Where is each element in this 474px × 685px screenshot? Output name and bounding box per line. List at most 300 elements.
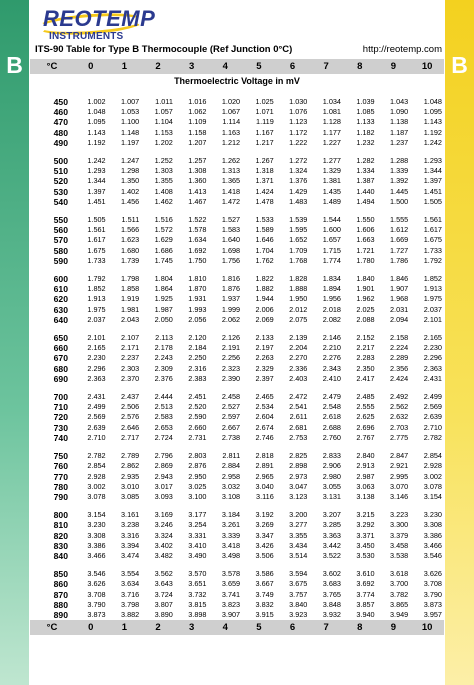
- voltage-cell: 3.957: [423, 609, 442, 619]
- group-spacer: [30, 89, 444, 97]
- voltage-cell: 3.683: [322, 579, 341, 589]
- voltage-cell: 2.660: [188, 422, 207, 432]
- voltage-cell: 3.757: [289, 589, 308, 599]
- voltage-cell: 1.533: [255, 215, 274, 225]
- voltage-cell: 2.527: [221, 402, 241, 412]
- voltage-cell: 1.686: [154, 245, 173, 255]
- table-row: [30, 107, 444, 117]
- voltage-cell: 2.513: [154, 402, 173, 412]
- voltage-cell: 1.293: [423, 156, 442, 166]
- voltage-cell: 1.451: [423, 186, 442, 196]
- voltage-cell: 2.854: [423, 451, 442, 461]
- voltage-cell: 1.888: [289, 284, 308, 294]
- voltage-cell: 2.037: [87, 314, 106, 324]
- voltage-cell: 3.154: [87, 510, 106, 520]
- voltage-cell: 2.296: [423, 353, 442, 363]
- voltage-cell: 1.987: [154, 304, 173, 314]
- voltage-cell: 1.376: [289, 176, 308, 186]
- voltage-cell: 1.950: [289, 294, 308, 304]
- voltage-cell: 3.300: [389, 520, 409, 530]
- table-row: [30, 520, 444, 530]
- table-row: [30, 235, 444, 245]
- column-header-row: [30, 59, 444, 74]
- voltage-cell: 1.167: [255, 127, 274, 137]
- voltage-cell: 2.884: [221, 461, 241, 471]
- voltage-cell: 1.919: [120, 294, 140, 304]
- table-row: [30, 579, 444, 589]
- voltage-cell: 1.104: [154, 117, 173, 127]
- table-row: [30, 187, 444, 197]
- voltage-cell: 2.113: [155, 333, 173, 343]
- column-footer-4: 3: [175, 620, 209, 635]
- voltage-cell: 3.040: [255, 481, 274, 491]
- voltage-cell: 2.237: [120, 353, 140, 363]
- voltage-cell: 1.085: [356, 107, 375, 117]
- voltage-cell: 1.500: [389, 196, 409, 206]
- voltage-cell: 1.623: [120, 235, 140, 245]
- voltage-cell: 1.148: [120, 127, 140, 137]
- temperature-cell: 610: [53, 284, 68, 295]
- voltage-cell: 2.717: [120, 432, 140, 442]
- website-link[interactable]: http://reotemp.com: [362, 44, 442, 55]
- voltage-cell: 1.262: [221, 156, 241, 166]
- table-row: [30, 294, 444, 304]
- voltage-cell: 2.479: [322, 392, 341, 402]
- voltage-cell: 1.864: [154, 284, 173, 294]
- column-header-1: 0: [74, 59, 108, 74]
- voltage-cell: 1.445: [389, 186, 409, 196]
- voltage-cell: 2.760: [322, 432, 341, 442]
- group-spacer: [30, 148, 444, 156]
- voltage-cell: 2.928: [87, 471, 106, 481]
- voltage-cell: 1.816: [221, 274, 241, 284]
- table-row: [30, 412, 444, 422]
- voltage-cell: 2.018: [322, 304, 341, 314]
- voltage-cell: 1.870: [188, 284, 207, 294]
- left-side-letter: B: [6, 52, 23, 78]
- voltage-cell: 3.907: [221, 609, 241, 619]
- voltage-cell: 2.472: [289, 392, 308, 402]
- voltage-cell: 3.474: [120, 550, 140, 560]
- voltage-cell: 1.828: [289, 274, 308, 284]
- voltage-cell: 2.782: [423, 432, 442, 442]
- voltage-cell: 3.618: [389, 569, 409, 579]
- voltage-cell: 1.669: [389, 235, 409, 245]
- voltage-cell: 1.402: [120, 186, 140, 196]
- voltage-cell: 2.928: [423, 461, 442, 471]
- voltage-cell: 1.163: [221, 127, 241, 137]
- voltage-cell: 2.796: [154, 451, 173, 461]
- temperature-cell: 850: [53, 569, 68, 580]
- voltage-cell: 1.516: [154, 215, 173, 225]
- voltage-cell: 1.680: [120, 245, 140, 255]
- voltage-cell: 1.583: [221, 225, 241, 235]
- temperature-cell: 730: [53, 422, 68, 433]
- voltage-cell: 3.200: [289, 510, 308, 520]
- voltage-cell: 3.741: [221, 589, 241, 599]
- voltage-cell: 1.675: [423, 235, 442, 245]
- temperature-cell: 740: [53, 432, 68, 443]
- voltage-cell: 2.995: [389, 471, 409, 481]
- voltage-cell: 2.178: [154, 343, 173, 353]
- voltage-cell: 2.891: [255, 461, 274, 471]
- table-row: [30, 531, 444, 541]
- table-row: [30, 541, 444, 551]
- voltage-cell: 1.675: [87, 245, 106, 255]
- voltage-cell: 1.555: [389, 215, 409, 225]
- voltage-cell: 3.070: [389, 481, 409, 491]
- voltage-cell: 3.339: [221, 530, 241, 540]
- voltage-cell: 1.692: [188, 245, 207, 255]
- voltage-cell: 3.716: [120, 589, 140, 599]
- voltage-cell: 1.505: [423, 196, 442, 206]
- table-caption: Thermoelectric Voltage in mV: [174, 76, 300, 87]
- temperature-cell: 720: [53, 412, 68, 423]
- voltage-cell: 2.230: [423, 343, 442, 353]
- voltage-cell: 2.158: [389, 333, 409, 343]
- voltage-cell: 1.792: [87, 274, 106, 284]
- voltage-cell: 2.043: [120, 314, 140, 324]
- voltage-cell: 2.336: [289, 363, 308, 373]
- voltage-cell: 1.617: [87, 235, 106, 245]
- voltage-cell: 1.227: [322, 137, 341, 147]
- voltage-cell: 2.738: [221, 432, 241, 442]
- voltage-cell: 2.224: [389, 343, 409, 353]
- voltage-cell: 2.343: [322, 363, 341, 373]
- voltage-cell: 1.931: [188, 294, 207, 304]
- voltage-cell: 1.798: [120, 274, 140, 284]
- column-footer-1: 0: [74, 620, 108, 635]
- voltage-cell: 1.745: [154, 255, 173, 265]
- voltage-cell: 3.308: [87, 530, 106, 540]
- temperature-cell: 770: [53, 471, 68, 482]
- voltage-cell: 1.344: [423, 166, 442, 176]
- voltage-cell: 3.882: [120, 609, 140, 619]
- voltage-cell: 2.088: [356, 314, 375, 324]
- voltage-cell: 2.152: [356, 333, 375, 343]
- voltage-cell: 2.101: [87, 333, 106, 343]
- voltage-cell: 1.114: [222, 117, 241, 127]
- brand-name: REOTEMP: [43, 6, 156, 31]
- voltage-cell: 1.222: [289, 137, 308, 147]
- voltage-cell: 3.506: [255, 550, 274, 560]
- voltage-cell: 2.410: [322, 373, 341, 383]
- temperature-cell: 700: [53, 392, 68, 403]
- voltage-cell: 2.082: [322, 314, 341, 324]
- voltage-cell: 1.894: [322, 284, 341, 294]
- temperature-cell: 590: [53, 255, 68, 266]
- voltage-cell: 2.746: [255, 432, 274, 442]
- table-row: [30, 569, 444, 579]
- voltage-cell: 3.865: [389, 599, 409, 609]
- temperature-cell: 760: [53, 461, 68, 472]
- voltage-cell: 1.267: [255, 156, 274, 166]
- voltage-cell: 2.674: [255, 422, 274, 432]
- column-footer-row: [30, 620, 444, 635]
- voltage-cell: 3.823: [221, 599, 241, 609]
- table-row: [30, 343, 444, 353]
- voltage-cell: 3.732: [188, 589, 207, 599]
- voltage-cell: 1.408: [154, 186, 173, 196]
- voltage-cell: 1.207: [188, 137, 207, 147]
- voltage-cell: 2.639: [87, 422, 106, 432]
- voltage-cell: 2.854: [87, 461, 106, 471]
- voltage-cell: 1.288: [389, 156, 409, 166]
- column-header-7: 6: [276, 59, 310, 74]
- voltage-cell: 2.197: [255, 343, 274, 353]
- voltage-cell: 1.172: [289, 127, 308, 137]
- voltage-cell: 3.610: [356, 569, 375, 579]
- temperature-cell: 820: [53, 530, 68, 541]
- temperature-cell: 470: [53, 117, 68, 128]
- voltage-cell: 1.539: [289, 215, 308, 225]
- table-row: [30, 402, 444, 412]
- voltage-cell: 1.293: [87, 166, 106, 176]
- voltage-cell: 1.344: [87, 176, 106, 186]
- table-row: [30, 197, 444, 207]
- voltage-cell: 2.724: [154, 432, 173, 442]
- temperature-cell: 580: [53, 245, 68, 256]
- voltage-cell: 3.807: [154, 599, 173, 609]
- voltage-cell: 1.968: [389, 294, 409, 304]
- temperature-cell: 450: [53, 97, 68, 107]
- voltage-cell: 3.626: [423, 569, 442, 579]
- voltage-cell: 2.731: [188, 432, 207, 442]
- voltage-cell: 1.308: [188, 166, 207, 176]
- voltage-cell: 1.606: [356, 225, 375, 235]
- voltage-cell: 2.370: [120, 373, 140, 383]
- voltage-cell: 1.360: [188, 176, 207, 186]
- voltage-cell: 1.810: [188, 274, 207, 284]
- voltage-cell: 3.025: [188, 481, 207, 491]
- table-row: [30, 225, 444, 235]
- voltage-cell: 2.050: [154, 314, 173, 324]
- voltage-cell: 2.833: [322, 451, 341, 461]
- voltage-cell: 2.943: [154, 471, 173, 481]
- voltage-cell: 3.308: [423, 520, 442, 530]
- right-side-letter: B: [451, 52, 468, 78]
- voltage-cell: 1.212: [221, 137, 241, 147]
- column-header-5: 4: [209, 59, 243, 74]
- voltage-cell: 3.562: [154, 569, 173, 579]
- voltage-cell: 2.056: [188, 314, 207, 324]
- voltage-cell: 2.499: [423, 392, 442, 402]
- voltage-cell: 2.803: [188, 451, 207, 461]
- voltage-cell: 2.604: [255, 412, 274, 422]
- voltage-cell: 3.154: [423, 491, 442, 501]
- voltage-cell: 1.011: [155, 97, 173, 106]
- voltage-cell: 2.646: [120, 422, 140, 432]
- left-side-bar: [0, 0, 29, 685]
- voltage-cell: 2.146: [322, 333, 341, 343]
- voltage-cell: 3.724: [154, 589, 173, 599]
- voltage-cell: 2.597: [221, 412, 241, 422]
- voltage-cell: 3.316: [120, 530, 140, 540]
- voltage-cell: 1.913: [87, 294, 106, 304]
- voltage-cell: 3.923: [289, 609, 308, 619]
- voltage-cell: 2.485: [356, 392, 375, 402]
- voltage-cell: 2.316: [188, 363, 207, 373]
- voltage-cell: 2.898: [289, 461, 308, 471]
- voltage-cell: 3.002: [87, 481, 106, 491]
- voltage-cell: 1.739: [120, 255, 140, 265]
- voltage-cell: 1.561: [423, 215, 442, 225]
- temperature-cell: 560: [53, 225, 68, 236]
- voltage-cell: 3.915: [255, 609, 274, 619]
- voltage-cell: 3.498: [221, 550, 241, 560]
- voltage-cell: 1.057: [154, 107, 173, 117]
- voltage-cell: 3.402: [154, 540, 173, 550]
- temperature-cell: 890: [53, 609, 68, 620]
- voltage-cell: 2.618: [322, 412, 341, 422]
- voltage-cell: 1.252: [154, 156, 173, 166]
- column-header-10: 9: [377, 59, 411, 74]
- voltage-cell: 1.999: [221, 304, 241, 314]
- voltage-cell: 2.184: [188, 343, 207, 353]
- voltage-cell: 3.840: [289, 599, 308, 609]
- voltage-cell: 1.494: [356, 196, 375, 206]
- voltage-cell: 1.768: [289, 255, 308, 265]
- voltage-cell: 1.182: [356, 127, 375, 137]
- voltage-cell: 2.171: [120, 343, 140, 353]
- thermocouple-table: [30, 59, 444, 635]
- voltage-cell: 3.331: [188, 530, 207, 540]
- voltage-cell: 3.570: [188, 569, 207, 579]
- voltage-cell: 2.980: [322, 471, 341, 481]
- table-row: [30, 246, 444, 256]
- voltage-cell: 3.192: [255, 510, 274, 520]
- voltage-cell: 2.289: [389, 353, 409, 363]
- voltage-cell: 2.789: [120, 451, 140, 461]
- voltage-cell: 3.418: [221, 540, 241, 550]
- voltage-cell: 2.492: [389, 392, 409, 402]
- voltage-cell: 3.708: [423, 579, 442, 589]
- voltage-cell: 1.652: [289, 235, 308, 245]
- voltage-cell: 3.782: [389, 589, 409, 599]
- table-row: [30, 433, 444, 443]
- voltage-cell: 2.688: [322, 422, 341, 432]
- group-spacer: [30, 325, 444, 333]
- column-header-2: 1: [108, 59, 142, 74]
- group-spacer: [30, 384, 444, 392]
- voltage-cell: 3.490: [188, 550, 207, 560]
- voltage-cell: 1.804: [154, 274, 173, 284]
- voltage-cell: 3.254: [188, 520, 207, 530]
- table-row: [30, 472, 444, 482]
- voltage-cell: 3.530: [356, 550, 375, 560]
- temperature-cell: 840: [53, 550, 68, 561]
- voltage-cell: 1.119: [256, 117, 274, 127]
- voltage-cell: 1.750: [188, 255, 207, 265]
- page-title: ITS-90 Table for Type B Thermocouple (Ref Junction 0°C): [35, 44, 293, 55]
- voltage-cell: 3.538: [389, 550, 409, 560]
- voltage-cell: 2.276: [322, 353, 341, 363]
- column-footer-2: 1: [108, 620, 142, 635]
- column-footer-3: 2: [141, 620, 175, 635]
- voltage-cell: 1.048: [87, 107, 106, 117]
- voltage-cell: 1.822: [255, 274, 274, 284]
- temperature-cell: 710: [53, 402, 68, 413]
- voltage-cell: 1.451: [87, 196, 106, 206]
- voltage-cell: 3.010: [120, 481, 140, 491]
- voltage-cell: 3.626: [87, 579, 106, 589]
- table-row: [30, 451, 444, 461]
- voltage-cell: 1.158: [188, 127, 207, 137]
- temperature-cell: 620: [53, 294, 68, 305]
- column-header-11: 10: [410, 59, 444, 74]
- voltage-cell: 2.987: [356, 471, 375, 481]
- voltage-cell: 3.363: [322, 530, 341, 540]
- voltage-cell: 1.123: [289, 117, 308, 127]
- voltage-cell: 3.269: [255, 520, 274, 530]
- temperature-cell: 690: [53, 373, 68, 384]
- voltage-cell: 1.944: [255, 294, 274, 304]
- voltage-cell: 1.232: [356, 137, 375, 147]
- voltage-cell: 1.483: [289, 196, 308, 206]
- voltage-cell: 1.727: [389, 245, 409, 255]
- temperature-cell: 650: [53, 333, 68, 344]
- voltage-cell: 1.846: [389, 274, 409, 284]
- group-spacer: [30, 443, 444, 451]
- voltage-cell: 2.437: [120, 392, 140, 402]
- table-row: [30, 353, 444, 363]
- voltage-cell: 1.197: [120, 137, 140, 147]
- voltage-cell: 2.569: [423, 402, 442, 412]
- voltage-cell: 3.546: [87, 569, 106, 579]
- column-footer-9: 8: [343, 620, 377, 635]
- voltage-cell: 3.651: [188, 579, 207, 589]
- voltage-cell: 2.397: [255, 373, 274, 383]
- voltage-cell: 2.424: [389, 373, 409, 383]
- column-header-3: 2: [141, 59, 175, 74]
- voltage-cell: 1.774: [322, 255, 341, 265]
- temperature-cell: 660: [53, 343, 68, 354]
- voltage-cell: 3.085: [120, 491, 140, 501]
- temperature-cell: 520: [53, 176, 68, 187]
- voltage-cell: 1.993: [188, 304, 207, 314]
- voltage-cell: 2.165: [423, 333, 442, 343]
- voltage-cell: 1.397: [87, 186, 106, 196]
- voltage-cell: 1.076: [289, 107, 308, 117]
- voltage-cell: 1.257: [188, 156, 207, 166]
- voltage-cell: 3.450: [356, 540, 375, 550]
- voltage-cell: 2.101: [423, 314, 442, 324]
- voltage-cell: 1.217: [255, 137, 274, 147]
- column-header-6: 5: [242, 59, 276, 74]
- temperature-cell: 480: [53, 127, 68, 138]
- temperature-cell: 640: [53, 314, 68, 325]
- voltage-cell: 1.595: [289, 225, 308, 235]
- voltage-cell: 3.749: [255, 589, 274, 599]
- temperature-cell: 800: [53, 510, 68, 521]
- table-row: [30, 256, 444, 266]
- voltage-cell: 3.659: [221, 579, 241, 589]
- voltage-cell: 2.383: [188, 373, 207, 383]
- voltage-cell: 1.242: [423, 137, 442, 147]
- table-row: [30, 510, 444, 520]
- voltage-cell: 1.413: [188, 186, 207, 196]
- voltage-cell: 2.283: [356, 353, 375, 363]
- voltage-cell: 2.753: [289, 432, 308, 442]
- voltage-cell: 1.355: [154, 176, 173, 186]
- voltage-cell: 2.921: [389, 461, 409, 471]
- voltage-cell: 2.444: [154, 392, 173, 402]
- voltage-cell: 1.792: [423, 255, 442, 265]
- voltage-cell: 2.611: [289, 412, 308, 422]
- voltage-cell: 2.012: [289, 304, 308, 314]
- group-spacer: [30, 561, 444, 569]
- voltage-cell: 1.318: [255, 166, 274, 176]
